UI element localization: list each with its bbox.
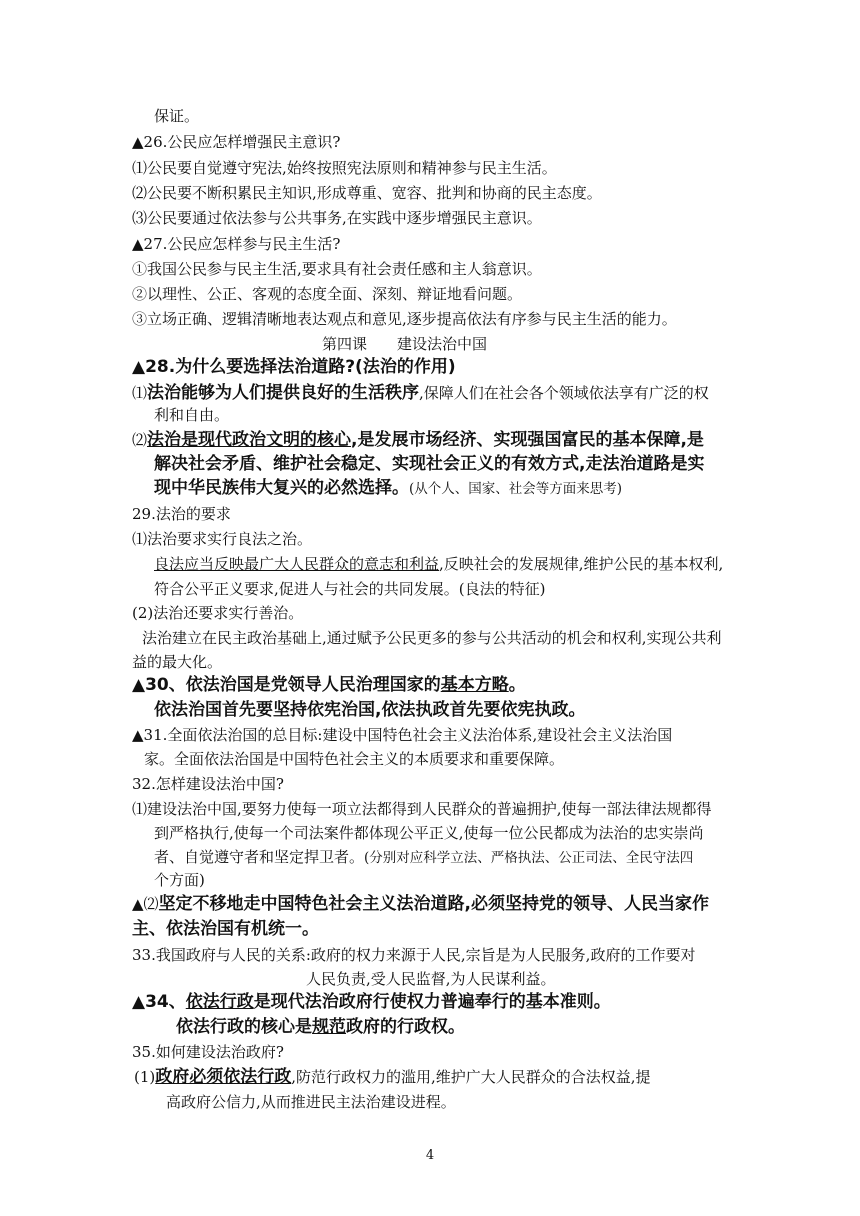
text-line: 益的最大化。	[132, 653, 223, 671]
text-line: ⑴法治要求实行良法之治。	[132, 530, 313, 548]
text-line: 良法应当反映最广大人民群众的意志和利益,反映社会的发展规律,维护公民的基本权利,	[154, 555, 724, 573]
question-heading: ▲30、依法治国是党领导人民治理国家的基本方略。	[132, 675, 526, 695]
question-heading: ▲26.公民应怎样增强民主意识?	[132, 133, 341, 151]
text-line: 主、依法治国有机统一。	[132, 919, 319, 939]
text-line: 高政府公信力,从而推进民主法治建设进程。	[166, 1093, 456, 1111]
text-line: ②以理性、公正、客观的态度全面、深刻、辩证地看问题。	[132, 285, 523, 303]
text-line: 到严格执行,使每一个司法案件都体现公平正义,使每一位公民都成为法治的忠实崇尚	[154, 824, 704, 842]
text-line: 个方面)	[154, 871, 205, 889]
text-line: ⑴公民要自觉遵守宪法,始终按照宪法原则和精神参与民主生活。	[132, 159, 557, 177]
text-line: 保证。	[154, 107, 200, 125]
text-line: ①我国公民参与民主生活,要求具有社会责任感和主人翁意识。	[132, 260, 542, 278]
text-line: 依法行政的核心是规范政府的行政权。	[176, 1017, 465, 1037]
question-heading: ▲31.全面依法治国的总目标:建设中国特色社会主义法治体系,建设社会主义法治国	[132, 726, 673, 744]
text-line: 现中华民族伟大复兴的必然选择。(从个人、国家、社会等方面来思考)	[154, 478, 623, 498]
text-line: 解决社会矛盾、维护社会稳定、实现社会正义的有效方式,走法治道路是实	[154, 454, 705, 474]
question-heading: 33.我国政府与人民的关系:政府的权力来源于人民,宗旨是为人民服务,政府的工作要对	[132, 946, 696, 964]
text-line: (1)政府必须依法行政,防范行政权力的滥用,维护广大人民群众的合法权益,提	[134, 1067, 651, 1087]
text-line: ⑵法治是现代政治文明的核心,是发展市场经济、实现强国富民的基本保障,是	[132, 430, 704, 450]
question-heading: ▲27.公民应怎样参与民主生活?	[132, 235, 341, 253]
text-line: ③立场正确、逻辑清晰地表达观点和意见,逐步提高依法有序参与民主生活的能力。	[132, 310, 677, 328]
question-heading: 29.法治的要求	[132, 505, 231, 523]
text-line: (2)法治还要求实行善治。	[132, 604, 304, 622]
question-heading: ▲34、依法行政是现代法治政府行使权力普遍奉行的基本准则。	[132, 992, 611, 1012]
text-line: 依法治国首先要坚持依宪治国,依法执政首先要依宪执政。	[154, 700, 586, 720]
question-heading: 32.怎样建设法治中国?	[132, 775, 284, 793]
lesson-title: 第四课 建设法治中国	[322, 335, 488, 353]
text-line: ⑴法治能够为人们提供良好的生活秩序,保障人们在社会各个领域依法享有广泛的权	[132, 383, 709, 403]
text-line: ⑴建设法治中国,要努力使每一项立法都得到人民群众的普遍拥护,使每一部法律法规都得	[132, 800, 712, 818]
text-line: ⑵公民要不断积累民主知识,形成尊重、宽容、批判和协商的民主态度。	[132, 184, 602, 202]
question-heading: 35.如何建设法治政府?	[132, 1043, 284, 1061]
text-line: 利和自由。	[154, 406, 230, 424]
text-line: 家。全面依法治国是中国特色社会主义的本质要求和重要保障。	[144, 750, 565, 768]
page-number: 4	[425, 1148, 435, 1163]
text-line: ⑶公民要通过依法参与公共事务,在实践中逐步增强民主意识。	[132, 209, 542, 227]
question-heading: ▲28.为什么要选择法治道路?(法治的作用)	[132, 357, 456, 377]
text-line: 人民负责,受人民监督,为人民谋利益。	[306, 970, 556, 988]
text-line: ▲⑵坚定不移地走中国特色社会主义法治道路,必须坚持党的领导、人民当家作	[132, 894, 710, 914]
text-line: 者、自觉遵守者和坚定捍卫者。(分别对应科学立法、严格执法、公正司法、全民守法四	[154, 848, 694, 866]
text-line: 法治建立在民主政治基础上,通过赋予公民更多的参与公共活动的机会和权利,实现公共利	[142, 629, 722, 647]
text-line: 符合公平正义要求,促进人与社会的共同发展。(良法的特征)	[154, 580, 546, 598]
